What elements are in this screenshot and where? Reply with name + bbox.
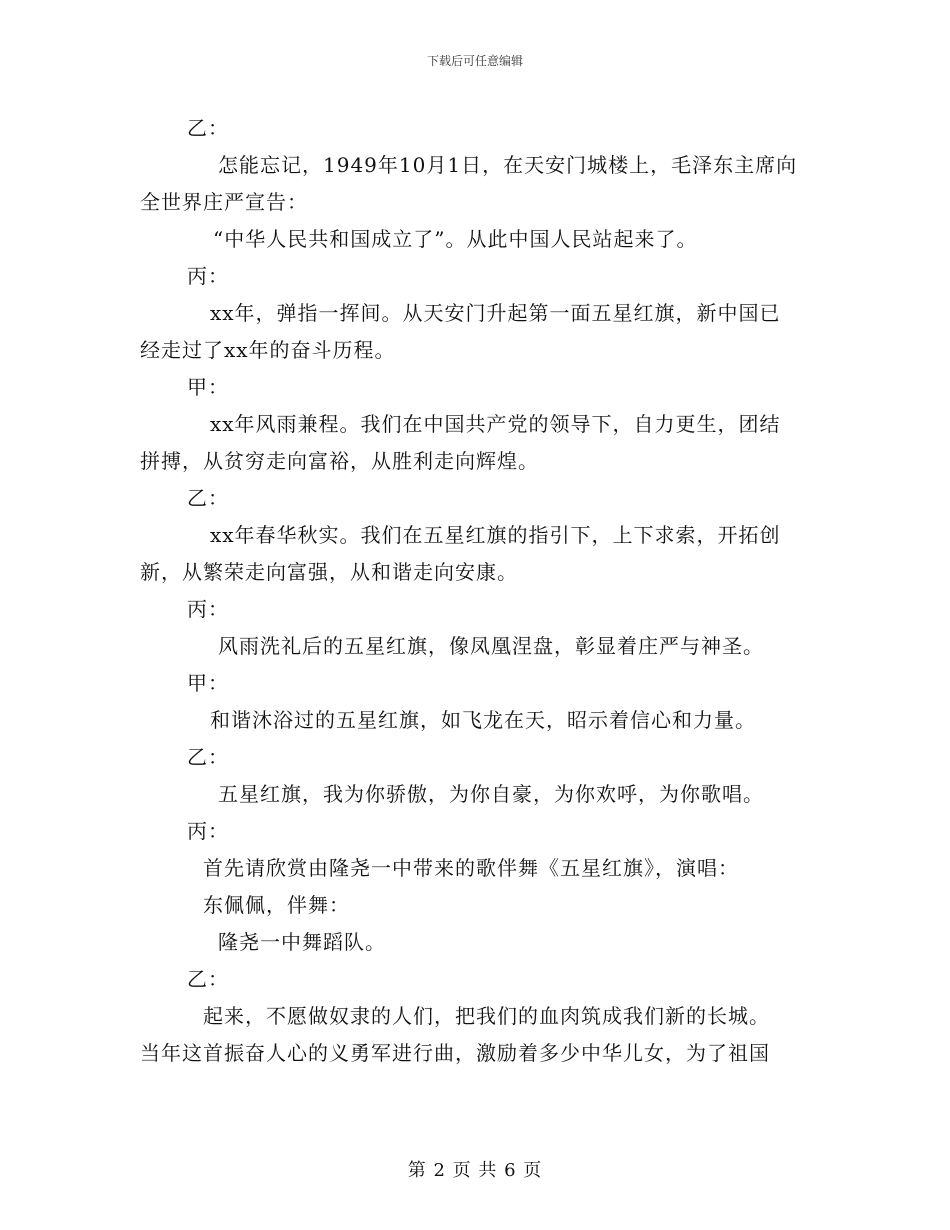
paragraph-line: 和谐沐浴过的五星红旗，如飞龙在天，昭示着信心和力量。: [210, 708, 756, 732]
speaker-label: 乙：: [187, 116, 229, 140]
paragraph-line: 五星红旗，我为你骄傲，为你自豪，为你欢呼，为你歌唱。: [218, 782, 764, 806]
speaker-label: 乙：: [187, 486, 229, 510]
speaker-label: 甲：: [187, 671, 229, 695]
paragraph-line: xx年春华秋实。我们在五星红旗的指引下，上下求索，开拓创: [210, 523, 781, 547]
speaker-label: 乙：: [187, 967, 229, 991]
paragraph-line: 风雨洗礼后的五星红旗，像凤凰涅盘，彰显着庄严与神圣。: [218, 634, 764, 658]
speaker-label: 丙：: [187, 597, 229, 621]
paragraph-line: 经走过了xx年的奋斗历程。: [140, 338, 396, 362]
paragraph-line: xx年风雨兼程。我们在中国共产党的领导下，自力更生，团结: [210, 412, 781, 436]
paragraph-line: 新，从繁荣走向富强，从和谐走向安康。: [140, 560, 518, 584]
speaker-label: 丙：: [187, 819, 229, 843]
paragraph-line: 东佩佩，伴舞：: [203, 893, 350, 917]
speaker-label: 甲：: [187, 375, 229, 399]
speaker-label: 丙：: [187, 264, 229, 288]
paragraph-line: 拼搏，从贫穷走向富裕，从胜利走向辉煌。: [140, 449, 539, 473]
paragraph-line: 全世界庄严宣告：: [140, 190, 308, 214]
page-header-note: 下载后可任意编辑: [426, 54, 523, 68]
paragraph-line: xx年，弹指一挥间。从天安门升起第一面五星红旗，新中国已: [210, 301, 781, 325]
page-number: 第 2 页 共 6 页: [407, 1160, 543, 1181]
paragraph-line: 首先请欣赏由隆尧一中带来的歌伴舞《五星红旗》，演唱：: [203, 856, 739, 880]
speaker-label: 乙：: [187, 745, 229, 769]
paragraph-line: “中华人民共和国成立了”。从此中国人民站起来了。: [213, 227, 698, 251]
paragraph-line: 怎能忘记，1949年10月1日，在天安门城楼上，毛泽东主席向: [218, 153, 798, 177]
paragraph-line: 隆尧一中舞蹈队。: [218, 930, 386, 954]
paragraph-line: 起来，不愿做奴隶的人们，把我们的血肉筑成我们新的长城。: [203, 1004, 770, 1028]
paragraph-line: 当年这首振奋人心的义勇军进行曲，激励着多少中华儿女，为了祖国: [140, 1041, 770, 1065]
